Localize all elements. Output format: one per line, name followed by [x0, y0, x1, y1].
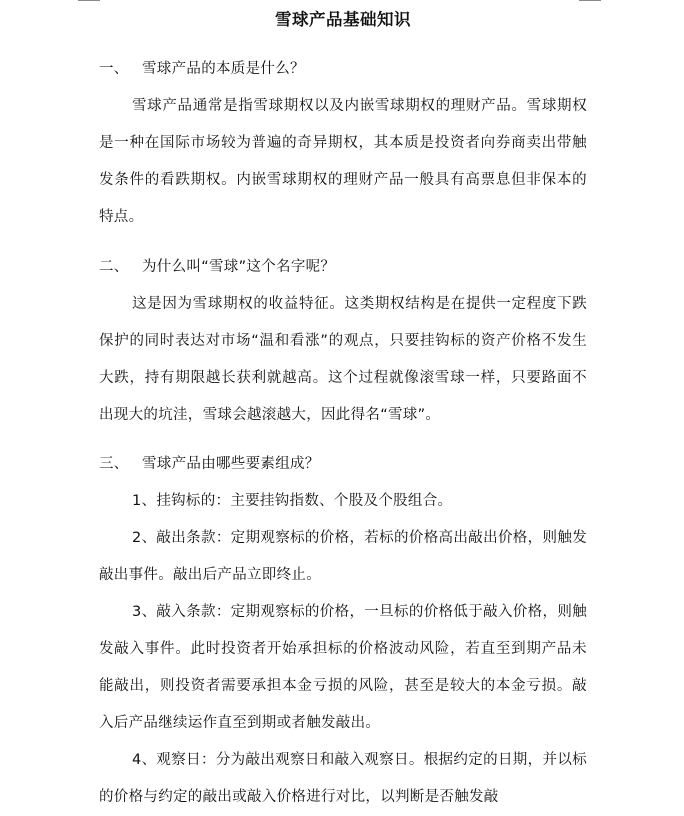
section-3-item-observation-dates: 4、观察日：分为敲出观察日和敲入观察日。根据约定的日期，并以标的价格与约定的敲出或敲入价格进行对比，以判断是否触发敲 — [99, 752, 587, 805]
page-corner-mark-right — [579, 0, 601, 1]
section-1-paragraph: 雪球产品通常是指雪球期权以及内嵌雪球期权的理财产品。雪球期权是一种在国际市场较为普遍的奇异期权，其本质是投资者向券商卖出带触发条件的看跌期权。内嵌雪球期权的理财产品一般具有高票息但非保本的特点。 — [99, 98, 587, 225]
section-3-question: 雪球产品由哪些要素组成？ — [142, 456, 320, 472]
section-3-item-underlying: 1、挂钩标的：主要挂钩指数、个股及个股组合。 — [132, 493, 453, 509]
section-2-paragraph: 这是因为雪球期权的收益特征。这类期权结构是在提供一定程度下跌保护的同时表达对市场“温和看涨”的观点，只要挂钩标的资产价格不发生大跌，持有期限越长获利就越高。这个过程就像滚雪球一样，只要路面不出现大的坑洼，雪球会越滚越大，因此得名“雪球”。 — [99, 296, 587, 423]
document-title: 雪球产品基础知识 — [275, 10, 411, 29]
section-2-question: 为什么叫“雪球”这个名字呢？ — [142, 259, 336, 275]
section-2-number: 二、 — [99, 259, 129, 275]
section-1-number: 一、 — [99, 61, 129, 77]
section-1-question: 雪球产品的本质是什么？ — [142, 61, 305, 77]
section-2-heading — [99, 249, 587, 286]
section-3-item-knock-out: 2、敲出条款：定期观察标的价格，若标的价格高出敲出价格，则触发敲出事件。敲出后产品立即终止。 — [99, 530, 587, 583]
page-corner-mark-left — [78, 0, 100, 1]
section-1-heading — [99, 51, 587, 88]
section-3-heading — [99, 446, 587, 483]
section-3-number: 三、 — [99, 456, 129, 472]
section-3-item-knock-in: 3、敲入条款：定期观察标的价格，一旦标的价格低于敲入价格，则触发敲入事件。此时投资者开始承担标的价格波动风险，若直至到期产品未能敲出，则投资者需要承担本金亏损的风险，甚至是较大的本金亏损。敲入后产品继续运作直至到期或者触发敲出。 — [99, 604, 587, 731]
